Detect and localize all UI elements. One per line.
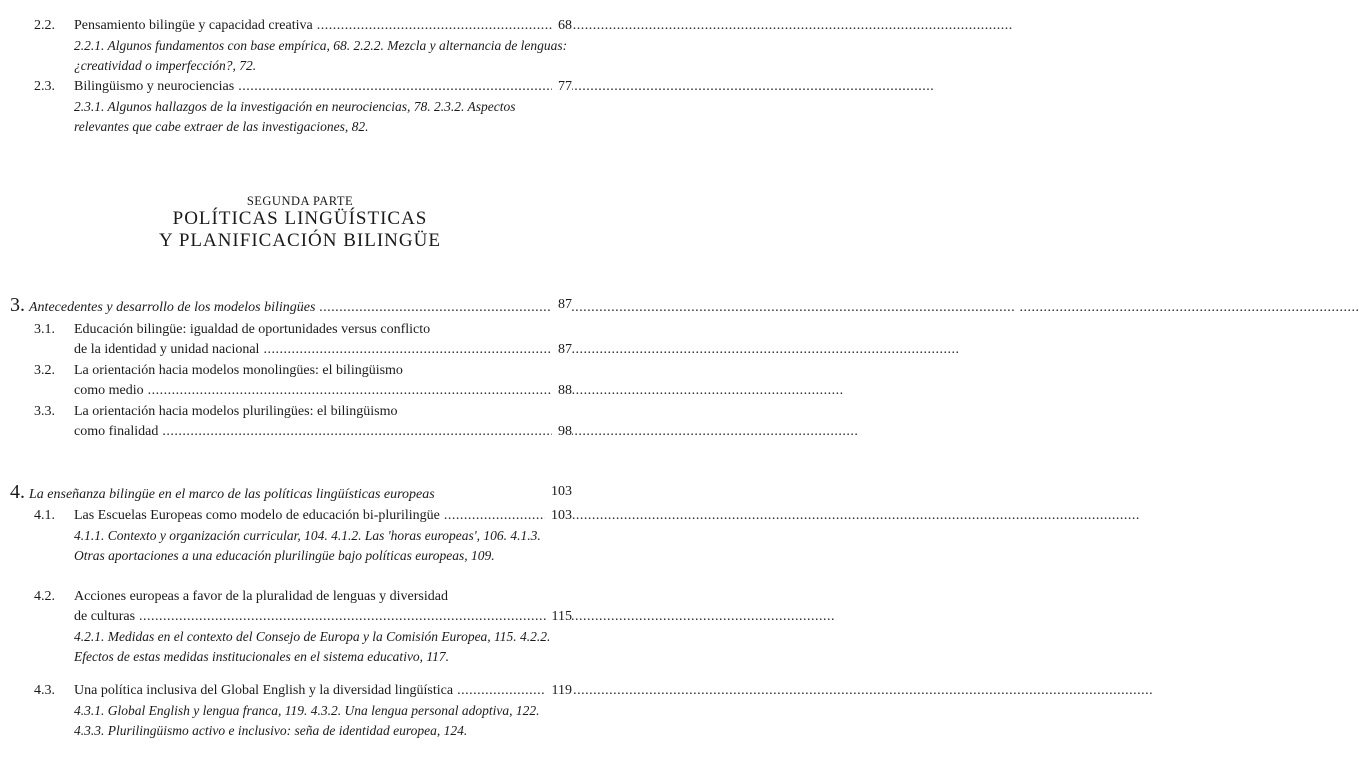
subsection-list: 4.2.1. Medidas en el contexto del Consejo de Europa y la Comisión Europea, 115. 4.2.2. Efectos de estas medidas institucionales en el sistema educativo, 117. [74,629,551,664]
section-number: 2.3. [34,79,55,94]
part-label: SEGUNDA PARTE [246,194,354,208]
chapter-number: 4. [10,481,25,503]
page-number: 77 [552,77,572,97]
subsection-list: 4.1.1. Contexto y organización curricular, 104. 4.1.2. Las 'horas europeas', 106. 4.1.3. Otras aportaciones a una educación plurilingüe bajo políticas europeas, 109. [74,528,541,563]
part-title-line1: POLÍTICAS LINGÜÍSTICAS [172,208,428,229]
part-title-line2: Y PLANIFICACIÓN BILINGÜE [159,230,441,251]
page-number: 103 [545,479,572,505]
page-number: 87 [552,292,572,318]
toc-entry-3-1 [34,320,572,360]
section-title-line2: de culturas ..... [74,607,534,627]
chapter-3-heading: 3. Antecedentes y desarrollo de los modelos bilingües ..... ..................................................................................... 87 [10,292,572,318]
section-title-line2: como medio ..... [74,381,538,401]
chapter-title: Antecedentes y desarrollo de los modelos bilingües ..... [29,300,1015,315]
toc-entry-4-2 [34,587,572,687]
section-title-line1: La orientación hacia modelos plurilingües: el bilingüismo [74,404,398,419]
section-title-line1: Educación bilingüe: igualdad de oportunidades versus conflicto [74,322,431,337]
section-title-line [74,77,538,97]
section-title: Bilingüismo y neurociencias ..... [74,77,538,97]
page-number: 98 [552,422,572,442]
subsection-list: 4.3.1. Global English y lengua franca, 119. 4.3.2. Una lengua personal adoptiva, 122. 4.3.3. Plurilingüismo activo e inclusivo: seña de identidad europea, 124. [74,703,540,738]
section-title-line2: como finalidad ..... [74,422,538,442]
section-title-line1: Acciones europeas a favor de la pluralidad de lenguas y diversidad [74,589,448,604]
chapter-title: La enseñanza bilingüe en el marco de las políticas lingüísticas europeas [29,487,435,502]
chapter-number: 3. [10,294,25,316]
page-number: 119 [546,681,572,701]
page-number: 103 [545,506,572,526]
section-title-line: Una política inclusiva del Global English y la diversidad lingüística ..... [74,681,534,701]
toc-entry-2-2 [34,16,572,76]
section-number: 4.3. [34,683,55,698]
section-number: 4.2. [34,589,55,604]
section-number: 3.2. [34,363,55,378]
section-number: 3.3. [34,404,55,419]
section-number: 2.2. [34,18,55,33]
section-title-line [74,16,538,36]
page-number: 115 [546,607,572,627]
subsection-list: 2.3.1. Algunos hallazgos de la investigación en neurociencias, 78. 2.3.2. Aspectos relevantes que cabe extraer de las investigaciones, 82. [74,99,516,134]
section-number: 3.1. [34,322,55,337]
toc-entry-2-3 [34,77,572,137]
section-title-line: Las Escuelas Europeas como modelo de educación bi-plurilingüe ..... [74,506,534,526]
toc-entry-3-3 [34,402,572,442]
page-number: 88 [552,381,572,401]
page-number: 87 [552,340,572,360]
section-title: Pensamiento bilingüe y capacidad creativa ..... [74,16,538,36]
page-number: 68 [552,16,572,36]
section-title-line2: de la identidad y unidad nacional ..... [74,340,538,360]
section-title-line1: La orientación hacia modelos monolingües: el bilingüismo [74,363,403,378]
toc-entry-4-3 [34,681,572,761]
toc-entry-4-1 [34,506,572,586]
chapter-4-heading [10,479,572,505]
section-number: 4.1. [34,508,55,523]
subsection-list: 2.2.1. Algunos fundamentos con base empírica, 68. 2.2.2. Mezcla y alternancia de lenguas: ¿creatividad o imperfección?, 72. [74,38,568,73]
toc-entry-3-2 [34,361,572,401]
